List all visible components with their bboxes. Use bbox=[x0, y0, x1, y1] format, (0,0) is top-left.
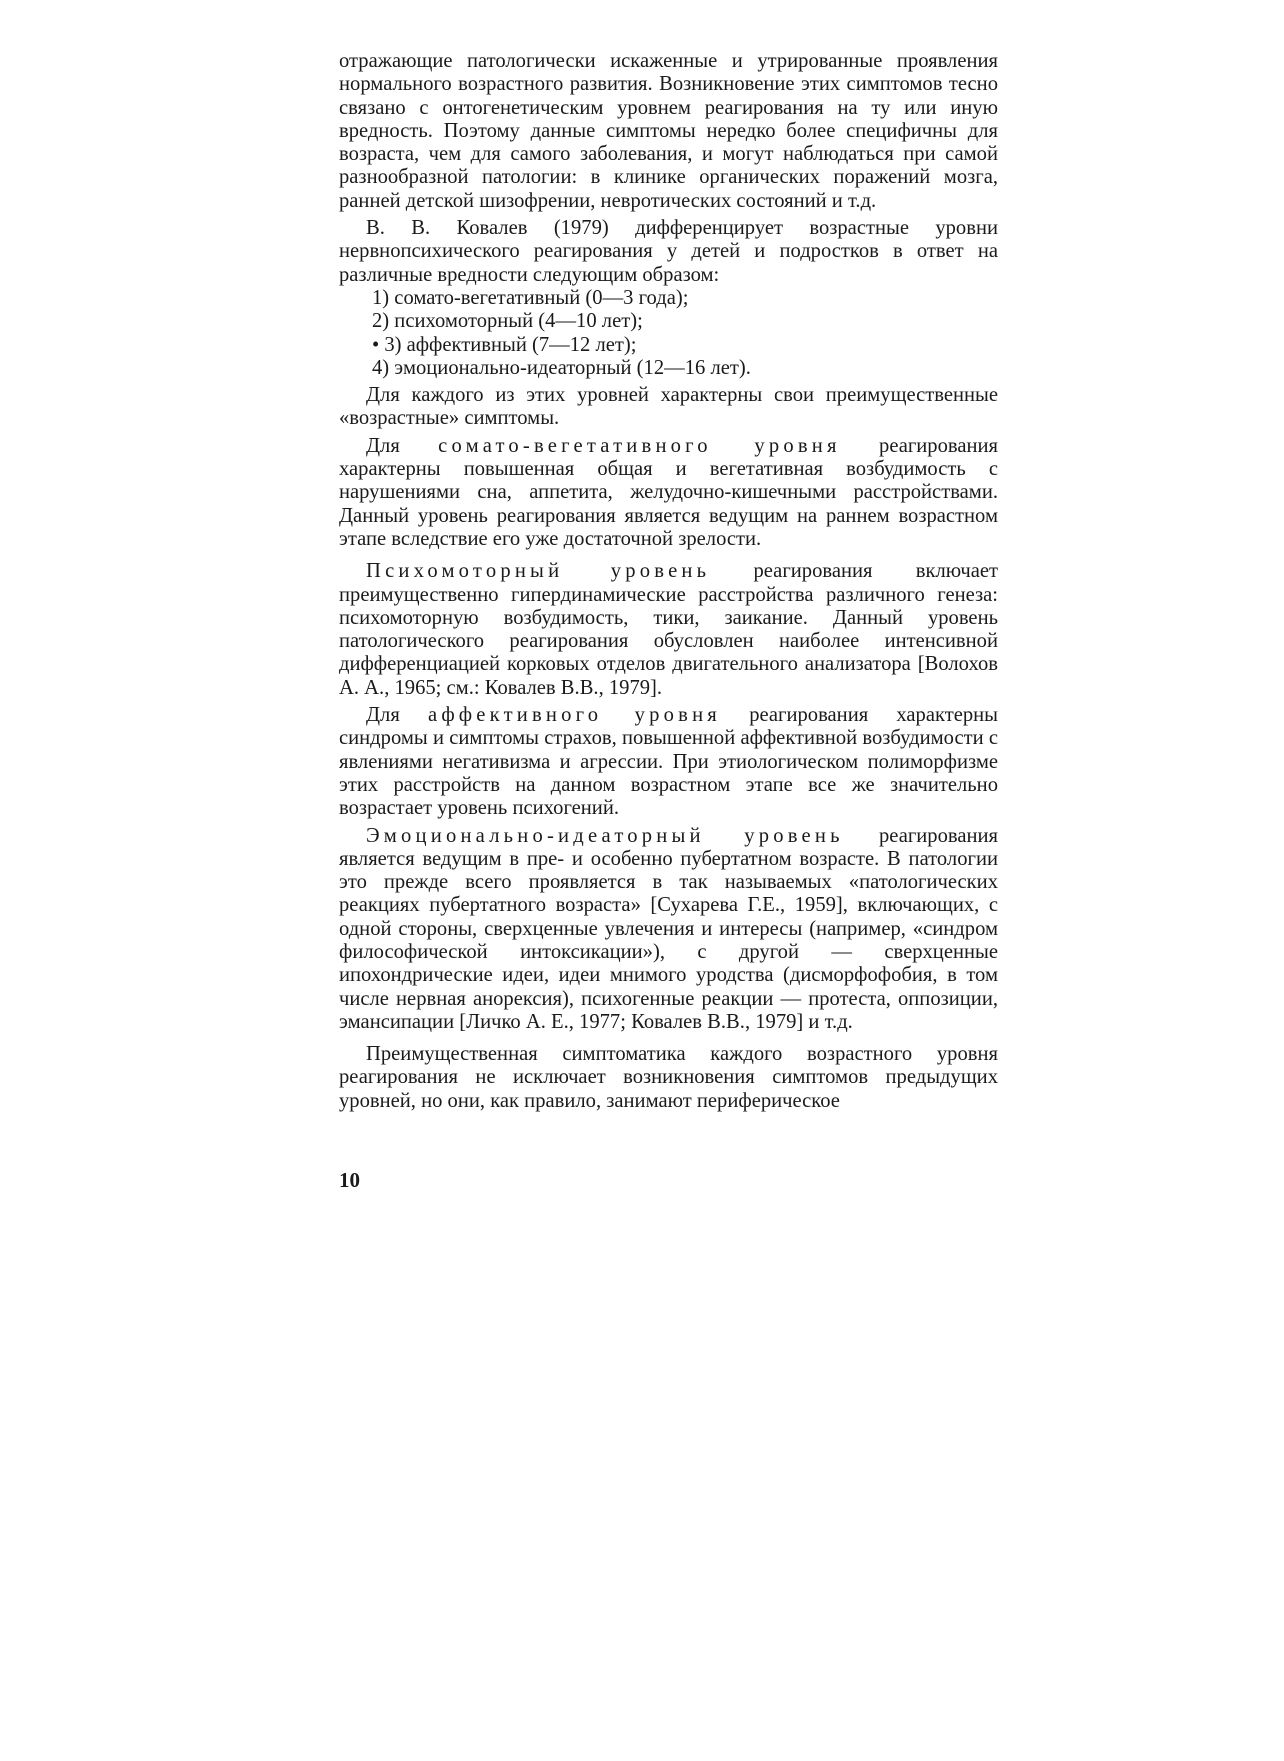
paragraph-6 bbox=[339, 704, 998, 820]
list-item-4: 4) эмоционально-идеаторный (12—16 лет). bbox=[372, 356, 751, 379]
paragraph-6-lead: Для bbox=[366, 704, 400, 727]
paragraph-5-body: реагирования включает преимущественно гипердинамические расстройства различного генеза: психомоторную возбудимость, тики, заикание. Данный уровень патологического реагирования обусловлен наиболее интенсивной дифференциацией корковых отделов двигательного анализатора [Волохов А. А., 1965; см.: Ковалев В.В., 1979]. bbox=[339, 560, 998, 699]
list-item-2: 2) психомоторный (4—10 лет); bbox=[372, 310, 643, 333]
list-item-3: • 3) аффективный (7—12 лет); bbox=[372, 333, 637, 356]
list-item-1: 1) сомато-вегетативный (0—3 года); bbox=[372, 286, 689, 309]
page-text-block bbox=[339, 50, 998, 1113]
paragraph-7-body: реагирования является ведущим в пре- и особенно пубертатном возрасте. В патологии это прежде всего проявляется в так называемых «патологических реакциях пубертатного возраста» [Сухарева Г.Е., 1959], включающих, с одной стороны, сверхценные увлечения и интересы (например, «синдром философической интоксикации»), с другой — сверхценные ипохондрические идеи, идеи мнимого уродства (дисморфофобия, в том числе нервная анорексия), психогенные реакции — протеста, оппозиции, эмансипации [Личко А. Е., 1977; Ковалев В.В., 1979] и т.д. bbox=[339, 824, 998, 1033]
paragraph-1: отражающие патологически искаженные и утрированные проявления нормального возрастного развития. Возникновение этих симптомов тесно связано с онтогенетическим уровнем реагирования на ту или иную вредность. Поэтому данные симптомы нередко более специфичны для возраста, чем для самого заболевания, и могут наблюдаться при самой разнообразной патологии: в клинике органических поражений мозга, ранней детской шизофрении, невротических состояний и т.д. bbox=[339, 50, 998, 212]
paragraph-5-spaced-term: Психомоторный уровень bbox=[366, 560, 711, 583]
paragraph-4-body: реагирования характерны повышенная общая и вегетативная возбудимость с нарушениями сна, аппетита, желудочно-кишечными расстройствами. Данный уровень реагирования является ведущим на раннем возрастном этапе вследствие его уже достаточной зрелости. bbox=[339, 434, 999, 550]
paragraph-7-spaced-term: Эмоционально-идеаторный уровень bbox=[366, 824, 844, 847]
paragraph-2: В. В. Ковалев (1979) дифференцирует возрастные уровни нервнопсихического реагирования у детей и подростков в ответ на различные вредности следующим образом: bbox=[339, 217, 998, 286]
paragraph-8: Преимущественная симптоматика каждого возрастного уровня реагирования не исключает возникновения симптомов предыдущих уровней, но они, как правило, занимают периферическое bbox=[339, 1043, 998, 1112]
paragraph-6-body: реагирования характерны синдромы и симптомы страхов, повышенной аффективной возбудимости с явлениями негативизма и агрессии. При этиологическом полиморфизме этих расстройств на данном возрастном этапе все же значительно возрастает уровень психогений. bbox=[339, 704, 999, 820]
paragraph-5 bbox=[339, 560, 998, 700]
paragraph-7 bbox=[339, 825, 998, 1035]
paragraph-3: Для каждого из этих уровней характерны свои преимущественные «возрастные» симптомы. bbox=[339, 384, 998, 430]
paragraph-4-spaced-term: сомато-вегетативного уровня bbox=[438, 434, 841, 457]
paragraph-4-lead: Для bbox=[366, 434, 400, 457]
paragraph-4 bbox=[339, 435, 998, 551]
paragraph-6-spaced-term: аффективного уровня bbox=[428, 704, 721, 727]
page-number: 10 bbox=[339, 1168, 360, 1192]
